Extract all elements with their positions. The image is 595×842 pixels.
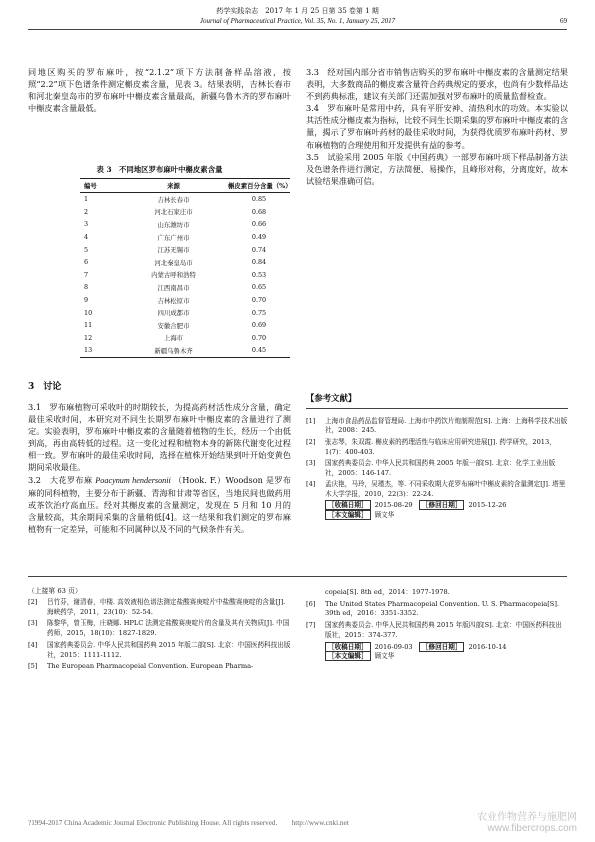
table-cell: 11 xyxy=(84,321,93,330)
table-row xyxy=(80,294,290,307)
table-cell: 0.70 xyxy=(251,333,267,342)
table-cell: 河北石家庄市 xyxy=(154,208,193,217)
right-column-text xyxy=(306,66,568,386)
data-table xyxy=(80,178,290,358)
references-title: 【参考文献】 xyxy=(306,393,357,403)
reference-text: 国家药典委员会. 中华人民共和国药典 2005 年版一部[S]. 北京：化学工业出版社，2005：146-147. xyxy=(325,459,556,477)
table-cell: 江西南昌市 xyxy=(157,283,190,292)
table-cell: 安徽合肥市 xyxy=(157,321,190,330)
table-cell: 新疆乌鲁木齐 xyxy=(119,344,228,357)
received-label: ［收稿日期］ xyxy=(325,642,371,652)
reference-number: [7] xyxy=(306,621,316,630)
table-header-row xyxy=(80,179,290,193)
reference-text: The European Pharmacopeial Convention. European Pharma- xyxy=(47,662,254,671)
reference-number: [5] xyxy=(28,662,38,671)
bottom-reference-list-left xyxy=(28,598,291,674)
table-row xyxy=(80,306,290,319)
table-row xyxy=(80,218,290,231)
paragraph-3-4: 3.4 罗布麻叶是常用中药，具有平肝安神、清热利水的功效。本实验以其活性成分槲皮素为指标，比较不同生长期采集的罗布麻叶中槲皮素的含量，揭示了罗布麻叶药材的最佳采收时间，为获得优质罗布麻叶药材、罗布麻植物的合理使用和开发提供有益的参考。 xyxy=(306,103,568,150)
reference-item xyxy=(28,662,291,672)
table-header-cell: 编号 xyxy=(80,179,119,193)
editor-name: 顾文华 xyxy=(374,511,395,520)
revised-label: ［修回日期］ xyxy=(419,642,465,652)
watermark xyxy=(477,812,577,834)
table-cell: 0.53 xyxy=(251,270,267,279)
left-top-paragraph: 同地区购买的罗布麻叶，按“2.1.2”项下方法制备样品溶液，按照“2.2”项下色谱条件测定槲皮素含量，见表 3。结果表明，吉林长春市和河北秦皇岛市的罗布麻叶中槲皮素含量最高，新疆乌鲁木齐的罗布麻叶中槲皮素含量最低。 xyxy=(28,67,291,114)
table-cell: 0.68 xyxy=(251,207,267,216)
table-cell: 山东潍坊市 xyxy=(157,220,190,229)
reference-number: [2] xyxy=(306,438,316,447)
journal-header-cn: 药学实践杂志 2017 年 1 月 25 日第 35 卷第 1 期 xyxy=(216,7,379,15)
reference-number: [2] xyxy=(28,598,38,606)
watermark-line-1: 农业作物营养与施肥网 xyxy=(477,812,577,823)
reference-number: [4] xyxy=(28,640,38,649)
table-cell: 0.66 xyxy=(251,220,267,229)
header-rule xyxy=(28,29,567,30)
section-3-1 xyxy=(28,401,291,535)
reference-item xyxy=(306,417,568,436)
revised-label: ［修回日期］ xyxy=(419,500,465,510)
table-cell: 0.70 xyxy=(251,296,267,305)
paragraph-3-3: 3.3 经对国内部分省市销售店购买的罗布麻叶中槲皮素的含量测定结果表明，大多数商品的槲皮素含量符合药典规定的要求，也尚有少数样品达不到药典标准，建议有关部门还需加强对罗布麻叶的质量监督检查。 xyxy=(306,67,568,102)
table-cell: 内蒙古呼和浩特 xyxy=(151,271,196,280)
table-cell: 0.85 xyxy=(251,195,267,204)
editor-name: 顾文华 xyxy=(374,652,395,661)
reference-text: 孟庆艳，马玲，吴瑾杰，等. 不同采收期大花罗布麻叶中槲皮素的含量测定[J]. 塔里木大学学报，2010，22(3)：22-24. xyxy=(325,480,566,498)
reference-number: [3] xyxy=(28,619,38,628)
reference-number: [4] xyxy=(306,480,316,489)
revised-date: 2016-10-14 xyxy=(468,642,507,651)
reference-item xyxy=(306,459,568,478)
table-cell: 0.49 xyxy=(251,233,267,242)
table-header-cell: 来源 xyxy=(119,179,228,193)
table-row xyxy=(80,256,290,269)
editor-label: ［本文编辑］ xyxy=(325,510,371,520)
table-cell: 河北秦皇岛市 xyxy=(154,258,193,267)
table-cell: 0.69 xyxy=(251,321,267,330)
table-cell: 0.45 xyxy=(228,344,290,357)
page-number: 69 xyxy=(560,17,567,25)
revised-date: 2015-12-26 xyxy=(468,501,507,510)
table-cell: 12 xyxy=(84,333,93,342)
reference-text: 张志琴，朱双霞. 槲皮素的药理活性与临床应用研究进展[J]. 药学研究，2013，1(7)：400-403. xyxy=(325,438,556,456)
journal-header-en: Journal of Pharmaceutical Practice, Vol. 35, No. 1, January 25, 2017 xyxy=(199,17,396,25)
table-cell: 3 xyxy=(84,220,89,229)
received-label: ［收稿日期］ xyxy=(325,500,371,510)
reference-item xyxy=(306,480,568,499)
table-cell: 吉林松原市 xyxy=(157,296,190,305)
reference-text: 国家药典委员会. 中华人民共和国药典 2015 年版四部[S]. 北京：中国医药科技出版社，2015：374-377. xyxy=(325,621,562,639)
reference-item xyxy=(28,619,291,638)
watermark-line-2: www.fibercrops.com xyxy=(487,823,577,834)
table-cell: 13 xyxy=(80,344,119,357)
table-header-cell: 槲皮素百分含量（%） xyxy=(228,179,290,193)
reference-text: 陈黎华，曾玉梅，庄晓娜. HPLC 法测定盐酸赛庚啶片的含量及其有关物质[J]. 中国药师，2015，18(10)：1827-1829. xyxy=(47,619,290,638)
table-caption: 表 3 不同地区罗布麻叶中槲皮素含量 xyxy=(96,165,223,174)
table-row xyxy=(80,319,290,332)
table-cell: 7 xyxy=(84,270,89,279)
paragraph-3-2-start xyxy=(28,474,291,535)
table-cell: 江苏无锡市 xyxy=(157,246,190,255)
table-cell: 6 xyxy=(84,258,89,267)
table-cell: 1 xyxy=(84,195,89,204)
reference-item xyxy=(306,438,568,457)
table-row xyxy=(80,344,290,357)
table-cell: 0.75 xyxy=(251,308,267,317)
table-cell: 0.65 xyxy=(251,283,267,292)
continued-note: （上接第 63 页） xyxy=(28,587,82,595)
reference-number: [6] xyxy=(306,599,316,608)
table-row xyxy=(80,193,290,206)
editor-label: ［本文编辑］ xyxy=(325,651,371,661)
table-row xyxy=(80,231,290,244)
bottom-article-dates xyxy=(306,643,568,662)
received-date: 2015-08-29 xyxy=(374,501,413,510)
paragraph-3-5: 3.5 试验采用 2005 年版《中国药典》一部罗布麻叶项下样品制备方法及色谱条件进行测定，方法简便、易操作，且峰形对称，分离度好，故本试验结果准确可信。 xyxy=(306,151,568,186)
table-cell: 广东广州市 xyxy=(157,233,190,242)
table-row xyxy=(80,332,290,345)
reference-text: 吕竹芬，谢清春，申楼. 高效液相色谱法测定盐酸赛庚啶片中盐酸赛庚啶的含量[J]. 海峡药学，2011，23(10)：52-54. xyxy=(47,598,286,616)
references-rule xyxy=(306,408,568,409)
reference-text: 上海市食品药品监督管理局. 上海市中药饮片炮制规范[S]. 上海：上海科学技术出版社，2008：245. xyxy=(325,417,568,435)
reference-item xyxy=(28,641,291,660)
reference-item xyxy=(28,598,291,617)
paragraph-3-2-prefix: 3.2 大花罗布麻 xyxy=(28,474,93,485)
table-row xyxy=(80,269,290,282)
table-cell: 上海市 xyxy=(163,334,184,343)
reference-continuation: copeia[S]. 8th ed，2014：1977-1978. xyxy=(325,588,450,596)
reference-text: The United States Pharmacopeial Convention. U. S. Pharmacopeia[S]. 39th ed，2016：3351-3352. xyxy=(325,599,559,618)
table-row xyxy=(80,206,290,219)
copyright-footer: ?1994-2017 China Academic Journal Electronic Publishing House. All rights reserved. http://www.cnki.net xyxy=(28,819,349,827)
table-cell: 5 xyxy=(84,245,89,254)
latin-species-name: Poacynum hendersonii xyxy=(95,475,171,485)
received-date: 2016-09-03 xyxy=(374,642,413,651)
table-row xyxy=(80,243,290,256)
article-dates xyxy=(306,501,568,520)
reference-number: [3] xyxy=(306,459,316,468)
bottom-reference-list-right xyxy=(306,588,568,662)
reference-list xyxy=(306,417,568,521)
table-cell: 0.84 xyxy=(251,258,267,267)
table-cell: 4 xyxy=(84,233,89,242)
reference-text: 国家药典委员会. 中华人民共和国药典 2015 年版二部[S]. 北京：中国医药科技出版社，2015：1111-1112. xyxy=(47,640,291,659)
reference-item xyxy=(306,621,568,640)
table-cell: 8 xyxy=(84,283,89,292)
mid-page-rule xyxy=(28,576,567,577)
section-title-discussion: 3 讨论 xyxy=(28,382,62,392)
table-cell: 0.74 xyxy=(251,245,267,254)
reference-item xyxy=(306,600,568,619)
table-cell: 吉林长春市 xyxy=(157,195,190,204)
table-cell: 2 xyxy=(84,207,89,216)
table-cell: 9 xyxy=(84,296,89,305)
paragraph-3-1: 3.1 罗布麻植物可采收叶的时期较长，为提高药材活性成分含量，确定最佳采收时间，本研究对不同生长期罗布麻叶中槲皮素的含量进行了测定。实验表明，罗布麻叶中槲皮素的含量随着植物的生长，经历一个由低到高，再由高转低的过程。这一变化过程和植物本身的新陈代谢变化过程相一致。罗布麻叶的最佳采收时间，选择在植株开始结果到叶开始变黄色期间采收最佳。 xyxy=(28,402,291,473)
table-row xyxy=(80,281,290,294)
table-cell: 10 xyxy=(84,308,93,317)
paragraph-3-2-suffix: （Hook. F.）Woodson 是罗布麻的同科植物，主要分布于新疆、青海和甘肃等省区，当地民间也做药用或茶饮治疗高血压。经对其槲皮素的含量测定，发现在 5 月和 10 月的含量较高，其余期间采集的含量稍低[4]。这一结果和我们测定的罗布麻植物有一定差异，可能和不同属种以及不同的气候条件有关。 xyxy=(28,474,291,534)
table-cell: 四川成都市 xyxy=(157,309,190,318)
reference-number: [1] xyxy=(306,417,316,425)
